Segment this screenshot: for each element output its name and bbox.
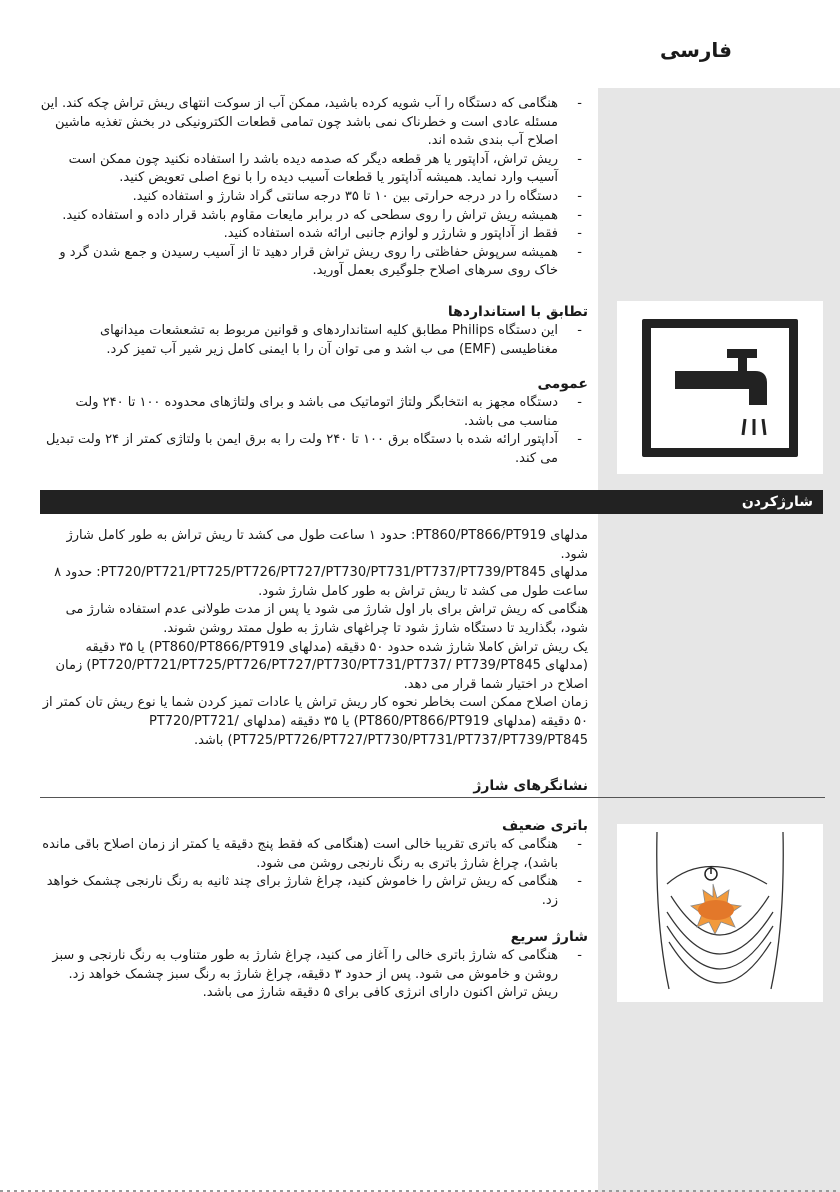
section-heading: عمومی	[537, 376, 588, 392]
indicators-heading-wrap	[40, 776, 588, 796]
list-item: - ریش تراش، آداپتور یا هر قطعه دیگر که صدمه دیده باشد را استفاده نکنید چون ممکن است آسیب وارد نماید. همیشه آداپتور یا قطعات آسیب دیده را با نوع اصلی تعویض کنید.	[68, 151, 582, 186]
paragraph: مدلهای PT720/PT721/PT725/PT726/PT727/PT730/PT731/PT737/PT739/PT845: حدود ۸ ساعت طول می کشد تا ریش تراش به طور کامل شارژ شود.	[54, 565, 588, 599]
section-heading: باتری ضعیف	[501, 818, 588, 834]
list-item: - آداپتور ارائه شده با دستگاه برق ۱۰۰ تا ۲۴۰ ولت را به برق ایمن با ولتاژی کمتر از ۲۴ ولت تبدیل می کند.	[46, 432, 582, 466]
list-item: - دستگاه را در درجه حرارتی بین ۱۰ تا ۳۵ درجه سانتی گراد شارژ و استفاده کنید.	[132, 188, 582, 204]
charging-section	[40, 527, 588, 750]
list-item: - هنگامی که شارژ باتری خالی را آغاز می کنید، چراغ شارژ به طور متناوب به رنگ نارنجی و سبز روشن و خاموش می شود. پس از حدود ۳ دقیقه، چراغ شارژ به رنگ سبز چشمک خواهد زد. ریش تراش اکنون دارای انرژی کافی برای ۵ دقیقه شارژ می باشد.	[52, 948, 582, 1001]
list-item: - فقط از آداپتور و شارژر و لوازم جانبی ارائه شده استفاده کنید.	[223, 226, 582, 242]
divider	[40, 797, 825, 798]
list-item: - همیشه سرپوش حفاظتی را روی ریش تراش قرار دهید تا از آسیب رسیدن و جمع شدن گرد و خاک روی سرهای اصلاح جلوگیری بعمل آورید.	[59, 244, 582, 279]
section-heading: نشانگرهای شارژ	[473, 778, 588, 794]
paragraph: زمان اصلاح ممکن است بخاطر نحوه کار ریش تراش یا عادات تمیز کردن شما یا نوع ریش تان کمتر از ۵۰ دقیقه (مدلهای PT860/PT866/PT919) یا ۳۵ دقیقه (مدلهای PT720/PT721/ PT725/PT726/PT727/PT730/PT731/PT737/PT739/PT845) باشد.	[42, 695, 588, 748]
list-item: - این دستگاه Philips مطابق کلیه استانداردهای و قوانین مربوط به تشعشعات میدانهای مغناطیسی (EMF) می ب اشد و می توان آن را با ایمنی کامل زیر شیر آب تمیز کرد.	[100, 323, 582, 357]
list-item: - دستگاه مجهز به انتخابگر ولتاژ اتوماتیک می باشد و برای ولتاژهای محدوده ۱۰۰ تا ۲۴۰ ولت مناسب می باشد.	[75, 395, 582, 429]
list-item: - هنگامی که باتری تقریبا خالی است (هنگامی که فقط پنج دقیقه یا کمتر از زمان اصلاح باقی مانده باشد)، چراغ شارژ باتری به رنگ نارنجی روشن می شود.	[42, 837, 582, 871]
paragraph: مدلهای PT860/PT866/PT919: حدود ۱ ساعت طول می کشد تا ریش تراش به طور کامل شارژ شود.	[66, 528, 588, 562]
sidebar	[598, 88, 840, 1192]
paragraph: هنگامی که ریش تراش برای بار اول شارژ می شود یا پس از مدت طولانی عدم استفاده شارژ می شود، بگذارید تا دستگاه شارژ شود تا چراغهای شارژ به طول ممتد روشن شوند.	[65, 602, 588, 636]
list-item: - هنگامی که دستگاه را آب شویه کرده باشید، ممکن آب از سوکت انتهای ریش تراش چکه کند. این مسئله عادی است و خطرناک نمی باشد چون تمامی قطعات الکترونیکی در بخش تغذیه ماشین اصلاح آب بندی شده اند.	[40, 96, 582, 149]
section-bar-charging: شارژکردن	[40, 490, 823, 514]
general-section	[40, 374, 588, 468]
section-heading: شارژ سریع	[510, 929, 588, 945]
list-item: - همیشه ریش تراش را روی سطحی که در برابر مایعات مقاوم باشد قرار داده و استفاده کنید.	[62, 207, 582, 223]
list-item: - هنگامی که ریش تراش را خاموش کنید، چراغ شارژ برای چند ثانیه به رنگ نارنجی چشمک خواهد زد.	[46, 874, 582, 908]
quick-charge-section	[40, 927, 588, 1003]
power-icon	[705, 866, 717, 880]
low-battery-section	[40, 816, 588, 910]
language-title: فارسی	[659, 38, 732, 62]
safety-section	[40, 95, 588, 281]
section-heading: تطابق با استانداردها	[447, 304, 588, 320]
water-tap-icon	[617, 301, 823, 474]
paragraph: یک ریش تراش کاملا شارژ شده حدود ۵۰ دقیقه (مدلهای PT860/PT866/PT919) یا ۳۵ دقیقه (مدلهای PT720/PT721/PT725/PT726/PT727/PT730/PT731/PT737/ PT739/PT845) زمان اصلاح در اختیار شما قرار می دهد.	[55, 639, 588, 692]
shaver-charge-light-icon	[617, 824, 823, 1002]
compliance-section	[40, 302, 588, 359]
